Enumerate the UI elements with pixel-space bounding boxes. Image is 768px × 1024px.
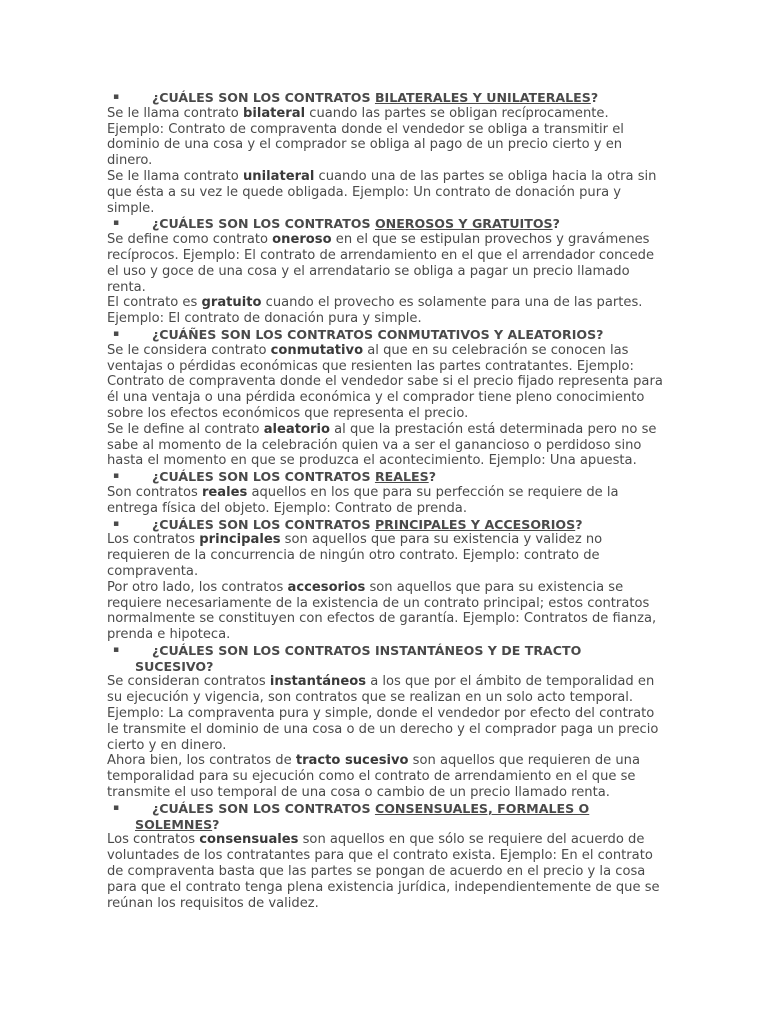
section-heading-instantaneos: ▪ ¿CUÁLES SON LOS CONTRATOS INSTANTÁNEOS Y DE TRACTO SUCESIVO?: [113, 642, 582, 674]
paragraph: Se le considera contrato conmutativo al que en su celebración se conocen las ventajas o pérdidas económicas que resienten las partes contratantes. Ejemplo: Contrato de compraventa donde el vendedor sabe si el precio fijado representa para él una ventaja o una pérdida económica y el comprador tiene pleno conocimiento sobre los efectos económicos que representa el precio.: [107, 342, 663, 421]
paragraph: Por otro lado, los contratos accesorios son aquellos que para su existencia se requiere necesariamente de la existencia de un contrato principal; estos contratos normalmente se constituyen con efectos de garantía. Ejemplo: Contratos de fianza, prenda e hipoteca.: [107, 579, 657, 643]
section-heading-bilaterales: ▪ ¿CUÁLES SON LOS CONTRATOS BILATERALES Y UNILATERALES?: [113, 90, 599, 105]
paragraph: Se le llama contrato unilateral cuando una de las partes se obliga hacia la otra sin que ésta a su vez le quede obligada. Ejemplo: Un contrato de donación pura y simple.: [107, 168, 657, 216]
paragraph: Son contratos reales aquellos en los que para su perfección se requiere de la entrega física del objeto. Ejemplo: Contrato de prenda.: [107, 484, 619, 516]
section-heading-conmutativos: ▪ ¿CUÁÑES SON LOS CONTRATOS CONMUTATIVOS Y ALEATORIOS?: [113, 326, 604, 342]
paragraph: Se le llama contrato bilateral cuando las partes se obligan recíprocamente. Ejemplo: Contrato de compraventa donde el vendedor se obliga a transmitir el dominio de una cosa y el comprador se obliga al pago de un precio cierto y en dinero.: [107, 105, 624, 169]
bullet-icon: ▪: [113, 328, 120, 339]
section-heading-reales: ▪ ¿CUÁLES SON LOS CONTRATOS REALES?: [113, 469, 437, 485]
paragraph: Ahora bien, los contratos de tracto sucesivo son aquellos que requieren de una temporalidad para su ejecución como el contrato de arrendamiento en el que se transmite el uso temporal de una cosa o cambio de un precio llamado renta.: [107, 753, 640, 801]
paragraph: Los contratos principales son aquellos que para su existencia y validez no requieren de la concurrencia de ningún otro contrato. Ejemplo: contrato de compraventa.: [107, 532, 603, 579]
bullet-icon: ▪: [113, 218, 120, 229]
document-body: [107, 90, 667, 911]
bullet-icon: ▪: [113, 471, 120, 482]
paragraph: Se le define al contrato aleatorio al que la prestación está determinada pero no se sabe al momento de la celebración quien va a ser el ganancioso o perdidoso sino hasta el momento en que se produzca el acontecimiento. Ejemplo: Una apuesta.: [107, 421, 657, 469]
bullet-icon: ▪: [113, 92, 120, 102]
paragraph: Se consideran contratos instantáneos a los que por el ámbito de temporalidad en su ejecución y vigencia, son contratos que se realizan en un solo acto temporal. Ejemplo: La compraventa pura y simple, donde el vendedor por efecto del contrato le transmite el dominio de una cosa o de un derecho y el comprador paga un precio cierto y en dinero.: [107, 674, 659, 753]
bullet-icon: ▪: [113, 644, 120, 655]
paragraph: Se define como contrato oneroso en el que se estipulan provechos y gravámenes recíprocos. Ejemplo: El contrato de arrendamiento en el que el arrendador concede el uso y goce de una cosa y el arrendatario se obliga a pagar un precio llamado renta.: [107, 232, 655, 295]
section-heading-onerosos: ▪ ¿CUÁLES SON LOS CONTRATOS ONEROSOS Y GRATUITOS?: [113, 216, 560, 232]
section-heading-principales: ▪ ¿CUÁLES SON LOS CONTRATOS PRINCIPALES Y ACCESORIOS?: [113, 516, 583, 532]
paragraph: El contrato es gratuito cuando el provecho es solamente para una de las partes. Ejemplo: El contrato de donación pura y simple.: [107, 295, 643, 327]
bullet-icon: ▪: [113, 802, 120, 813]
paragraph: Los contratos consensuales son aquellos en que sólo se requiere del acuerdo de voluntades de los contratantes para que el contrato exista. Ejemplo: En el contrato de compraventa basta que las partes se pongan de acuerdo en el precio y la cosa para que el contrato tenga plena existencia jurídica, independientemente de que se reúnan los requisitos de validez.: [107, 832, 660, 911]
section-heading-consensuales: ▪ ¿CUÁLES SON LOS CONTRATOS CONSENSUALES, FORMALES O SOLEMNES?: [113, 800, 590, 832]
bullet-icon: ▪: [113, 518, 120, 529]
